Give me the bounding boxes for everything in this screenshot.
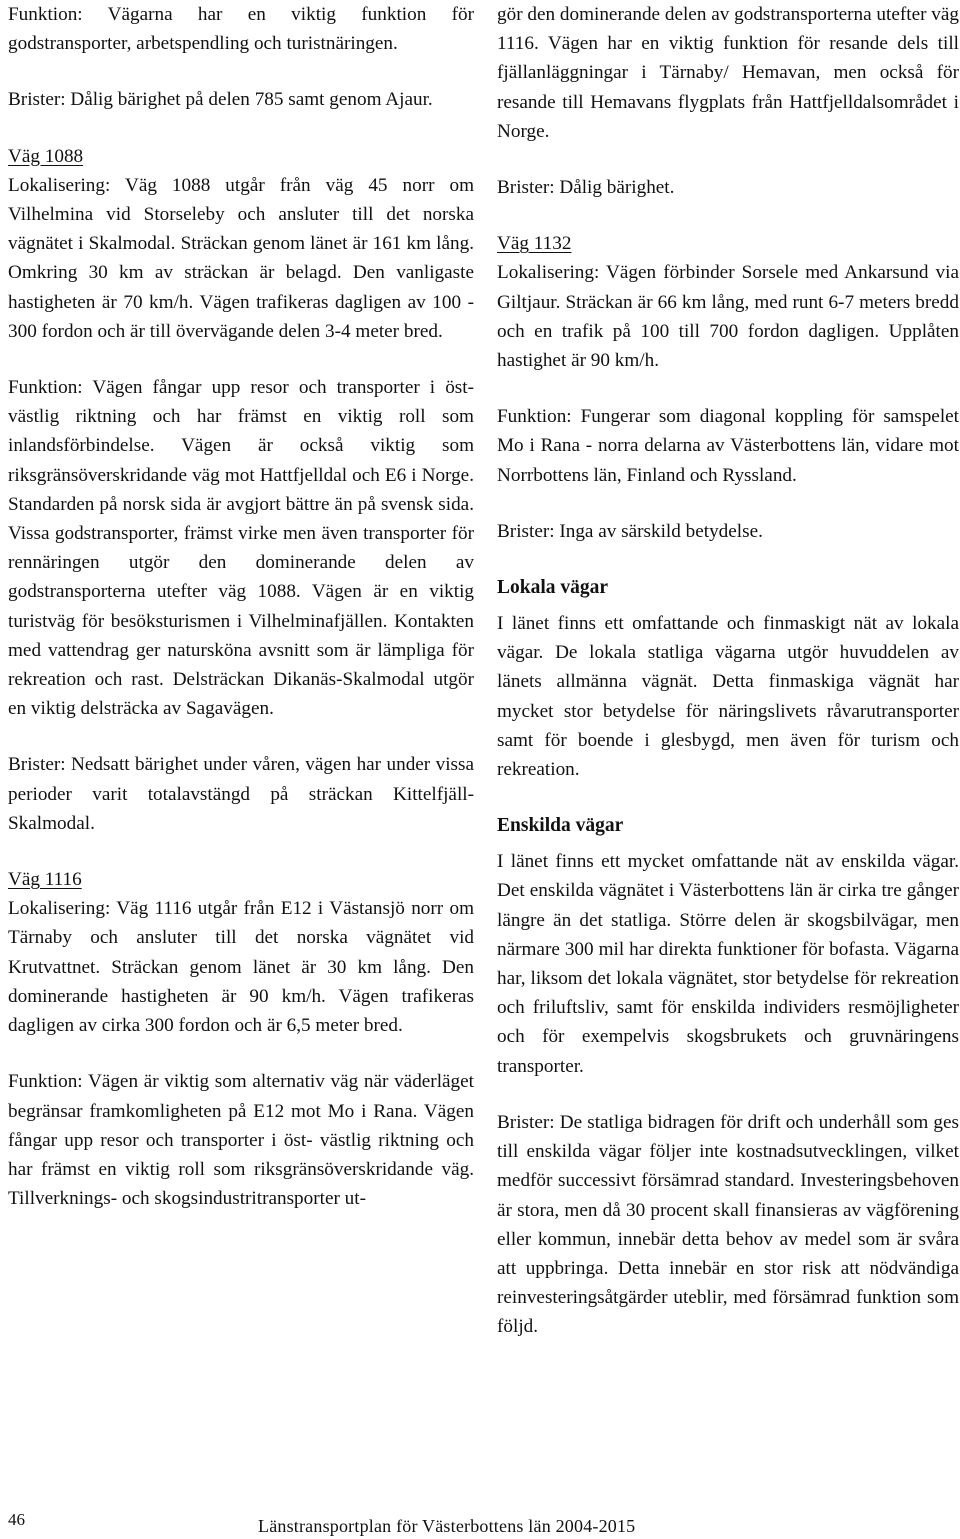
road-1088-function: Funktion: Vägen fångar upp resor och transporter i öst- västlig riktning och har främst en viktig roll som inlandsförbindelse. Vägen är också viktig som riksgränsöverskridande väg mot Hattfjelldal och E6 i Norge. Standarden på norsk sida är avgjort bättre än på svensk sida. Vissa godstransporter, främst virke men även transporter för rennäringen utgör den dominerande delen av godstransporterna utefter väg 1088. Vägen är en viktig turistväg för besöksturismen i Vilhelminafjällen. Kontakten med vattendrag ger natursköna avsnitt som är lämpliga för rekreation och rast. Delsträckan Dikanäs-Skalmodal utgör en viktig delsträcka av Sagavägen. (8, 377, 474, 720)
road-1132-deficiency: Brister: Inga av särskild betydelse. (497, 520, 763, 542)
road-1088-location: Lokalisering: Väg 1088 utgår från väg 45 norr om Vilhelmina vid Storseleby och ansluter till det norska vägnätet i Skalmodal. Sträckan genom länet är 161 km lång. Omkring 30 km av sträckan är belagd. Den vanligaste hastigheten är 70 km/h. Vägen trafikeras dagligen av 100 - 300 fordon och är till övervägande delen 3-4 meter bred. (8, 174, 474, 342)
road-1116-function-continued: gör den dominerande delen av godstransporterna utefter väg 1116. Vägen har en viktig funktion för resande dels till fjällanläggningar i Tärnaby/ Hemavan, men också för resande till Hemavans flygplats från Hattfjelldalsområdet i Norge. (497, 4, 959, 142)
road-1116-function: Funktion: Vägen är viktig som alternativ väg när väderläget begränsar framkomligheten på E12 mot Mo i Rana. Vägen fångar upp resor och transporter i öst- västlig riktning och har främst en viktig roll som riksgränsöverskridande väg. Tillverknings- och skogsindustritransporter ut- (8, 1071, 474, 1210)
right-column (497, 0, 959, 1342)
page-number: 46 (8, 1510, 25, 1529)
left-column (8, 0, 474, 1213)
running-title: Länstransportplan för Västerbottens län 2004-2015 (258, 1516, 636, 1536)
road-1132-function: Funktion: Fungerar som diagonal koppling för samspelet Mo i Rana - norra delarna av Västerbottens län, vidare mot Norrbottens län, Finland och Ryssland. (497, 406, 959, 486)
enskilda-vagar-deficiency: Brister: De statliga bidragen för drift och underhåll som ges till enskilda vägar följer inte kostnadsutvecklingen, vilket medför successivt försämrad standard. Investeringsbehoven är stora, men då 30 procent skall finansieras av vägförening eller kommun, innebär detta behov av medel som är svåra att uppbringa. Detta innebär en stor risk att nödvändiga reinvesteringsåtgärder uteblir, med försämrad funktion som följd. (497, 1111, 959, 1338)
road-1088-title: Väg 1088 (8, 145, 84, 167)
lokala-vagar-paragraph: I länet finns ett omfattande och finmaskigt nät av lokala vägar. De lokala statliga vägarna utgör huvuddelen av länets allmänna vägnät. Detta finmaskiga vägnät har mycket stor betydelse för näringslivets råvarutransporter samt för boende i glesbygd, men även för turism och rekreation. (497, 613, 959, 781)
road-1132-title: Väg 1132 (497, 233, 572, 255)
enskilda-vagar-paragraph: I länet finns ett mycket omfattande nät av enskilda vägar. Det enskilda vägnätet i Västerbottens län är cirka tre gånger längre än det statliga. Större delen är skogsbilvägar, men närmare 300 mil har direkta funktioner för bofasta. Vägarna har, liksom det lokala vägnätet, stor betydelse för rekreation och friluftsliv, samt för enskilda individers resmöjligheter och för exempelvis skogsbrukets och gruvnäringens transporter. (497, 851, 959, 1077)
road-1116-location: Lokalisering: Väg 1116 utgår från E12 i Västansjö norr om Tärnaby och ansluter till det norska vägnätet vid Krutvattnet. Sträckan genom länet är 30 km lång. Den dominerande hastigheten är 90 km/h. Vägen trafikeras dagligen av cirka 300 fordon och är 6,5 meter bred. (8, 898, 474, 1037)
section-heading-lokala-vagar: Lokala vägar (497, 577, 609, 599)
road-1132-location: Lokalisering: Vägen förbinder Sorsele med Ankarsund via Giltjaur. Sträckan är 66 km lång, med runt 6-7 meters bredd och en trafik på 100 till 700 fordon dagligen. Upplåten hastighet är 90 km/h. (497, 262, 959, 372)
road-1116-deficiency: Brister: Dålig bärighet. (497, 177, 675, 199)
section-heading-enskilda-vagar: Enskilda vägar (497, 815, 624, 837)
page-footer (0, 1510, 960, 1539)
road-1116-title: Väg 1116 (8, 869, 82, 891)
road-1088-deficiency: Brister: Nedsatt bärighet under våren, vägen har under vissa perioder varit totalavstängd på sträckan Kittelfjäll-Skalmodal. (8, 754, 474, 834)
road-deficiency-paragraph: Brister: Dålig bärighet på delen 785 samt genom Ajaur. (8, 89, 433, 111)
road-function-paragraph: Funktion: Vägarna har en viktig funktion för godstransporter, arbetspendling och turistnäringen. (8, 4, 474, 55)
